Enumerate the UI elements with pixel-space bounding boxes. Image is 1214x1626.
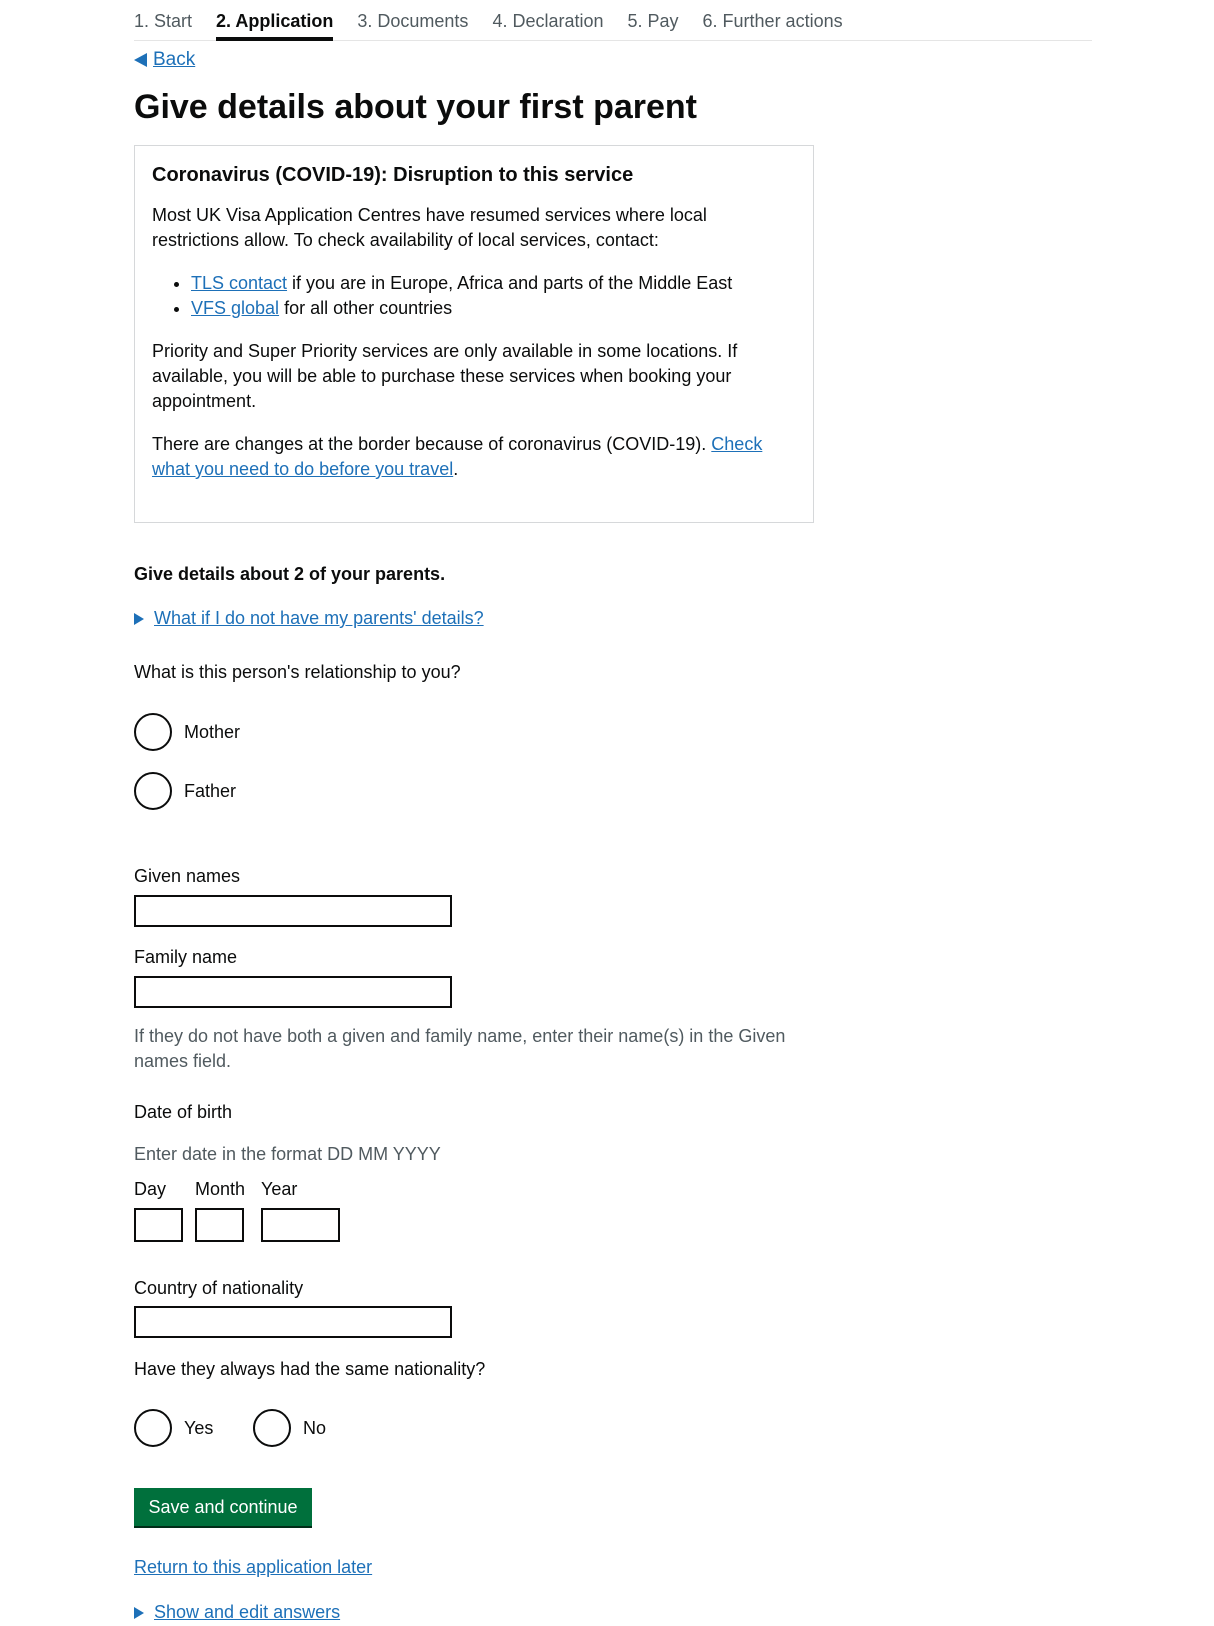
notice-list-item <box>191 271 796 296</box>
nationality-input[interactable] <box>134 1306 452 1338</box>
step-application: 2. Application <box>216 8 333 41</box>
radio-circle-icon[interactable] <box>134 772 172 810</box>
tls-contact-link[interactable]: TLS contact <box>191 273 288 293</box>
back-link[interactable]: Back <box>153 49 196 70</box>
notice-para-3-text: There are changes at the border because of coronavirus (COVID-19). <box>152 434 712 454</box>
step-start: 1. Start <box>134 11 193 31</box>
given-names-input[interactable] <box>134 895 452 927</box>
dob-day-label: Day <box>134 1179 167 1199</box>
step-declaration: 4. Declaration <box>492 11 604 31</box>
save-and-continue-button[interactable]: Save and continue <box>134 1488 312 1526</box>
radio-father-label: Father <box>184 780 237 801</box>
covid-notice <box>134 145 814 523</box>
vfs-global-link[interactable]: VFS global <box>191 298 280 318</box>
dob-month-input[interactable] <box>195 1208 244 1242</box>
same-nationality-question: Have they always had the same nationality? <box>134 1359 486 1379</box>
step-further-actions: 6. Further actions <box>702 11 843 31</box>
notice-para-1: Most UK Visa Application Centres have resumed services where local restrictions allow. To check availability of local services, contact: <box>152 205 707 250</box>
radio-no-label: No <box>303 1417 327 1438</box>
notice-item-2-text: for all other countries <box>279 298 453 318</box>
intro-text: Give details about 2 of your parents. <box>134 564 446 584</box>
name-hint: If they do not have both a given and family name, enter their name(s) in the Given names field. <box>134 1026 786 1071</box>
radio-no[interactable] <box>253 1409 326 1447</box>
dob-day-input[interactable] <box>134 1208 183 1242</box>
notice-contact-list <box>191 271 796 321</box>
relationship-question: What is this person's relationship to you? <box>134 662 461 682</box>
back-arrow-icon <box>134 53 147 67</box>
radio-yes[interactable] <box>134 1409 213 1447</box>
radio-circle-icon[interactable] <box>134 1409 172 1447</box>
radio-mother[interactable] <box>134 713 240 751</box>
show-answers-toggle[interactable] <box>134 1600 340 1625</box>
dob-label: Date of birth <box>134 1102 233 1122</box>
dob-hint: Enter date in the format DD MM YYYY <box>134 1144 441 1164</box>
notice-para-3 <box>152 432 796 482</box>
notice-list-item <box>191 296 796 321</box>
page-title: Give details about your first parent <box>134 88 698 126</box>
dob-year-label: Year <box>261 1179 298 1199</box>
radio-mother-label: Mother <box>184 721 241 742</box>
radio-circle-icon[interactable] <box>253 1409 291 1447</box>
nationality-label: Country of nationality <box>134 1278 304 1298</box>
radio-circle-icon[interactable] <box>134 713 172 751</box>
step-pay: 5. Pay <box>627 11 679 31</box>
return-later-link[interactable]: Return to this application later <box>134 1557 373 1577</box>
back-link-container <box>134 48 195 72</box>
dob-month-label: Month <box>195 1179 246 1199</box>
family-name-label: Family name <box>134 947 238 967</box>
notice-item-1-text: if you are in Europe, Africa and parts of the Middle East <box>287 273 733 293</box>
parents-details-link[interactable]: What if I do not have my parents' details? <box>154 608 484 628</box>
progress-steps <box>134 8 1092 41</box>
step-documents: 3. Documents <box>357 11 469 31</box>
triangle-right-icon <box>134 1607 144 1619</box>
dob-year-input[interactable] <box>261 1208 340 1242</box>
family-name-input[interactable] <box>134 976 452 1008</box>
check-travel-link[interactable]: Check what you need to do before you travel <box>152 434 763 479</box>
radio-father[interactable] <box>134 772 236 810</box>
notice-para-2: Priority and Super Priority services are only available in some locations. If available, you will be able to purchase these services when booking your appointment. <box>152 341 738 411</box>
triangle-right-icon <box>134 613 144 625</box>
parents-details-toggle[interactable] <box>134 606 484 631</box>
show-answers-link[interactable]: Show and edit answers <box>154 1602 341 1622</box>
notice-title: Coronavirus (COVID-19): Disruption to this service <box>152 164 634 186</box>
radio-yes-label: Yes <box>184 1417 214 1438</box>
notice-para-3-end: . <box>453 459 459 479</box>
given-names-label: Given names <box>134 866 241 886</box>
